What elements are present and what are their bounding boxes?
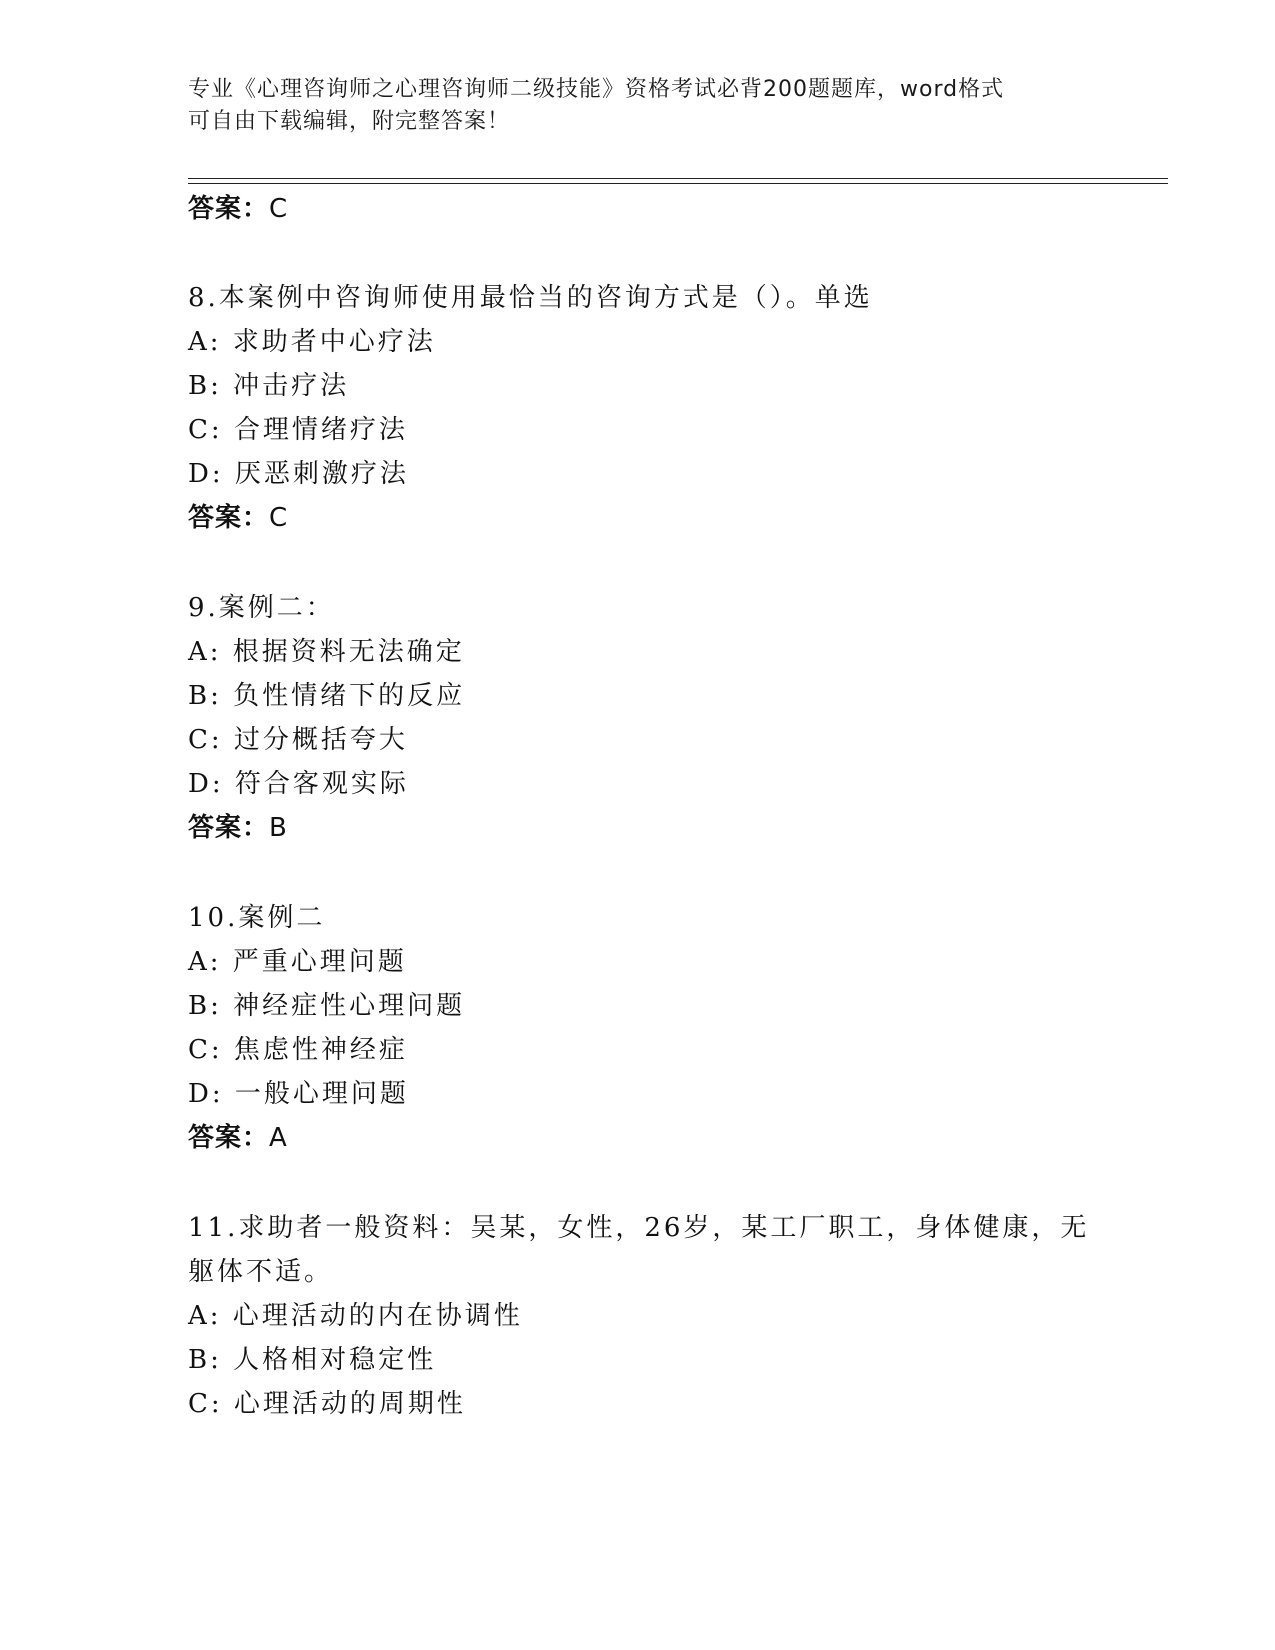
answer-label: 答案： bbox=[188, 194, 270, 224]
header-divider-bottom bbox=[188, 183, 1168, 184]
question-stem: 8.本案例中咨询师使用最恰当的咨询方式是（）。单选 bbox=[188, 283, 873, 313]
option-d: D: 厌恶刺激疗法 bbox=[188, 459, 409, 489]
option-c: C: 焦虑性神经症 bbox=[188, 1035, 408, 1065]
option-d: D: 一般心理问题 bbox=[188, 1079, 409, 1109]
answer-value: C bbox=[269, 503, 289, 533]
question-stem: 10.案例二 bbox=[188, 903, 326, 933]
option-c: C: 过分概括夸大 bbox=[188, 725, 408, 755]
answer-value: C bbox=[269, 194, 289, 224]
answer-line bbox=[188, 812, 288, 844]
answer-label: 答案： bbox=[188, 503, 270, 533]
option-a: A: 根据资料无法确定 bbox=[188, 637, 465, 667]
answer-line bbox=[188, 193, 288, 225]
question-stem: 9.案例二： bbox=[188, 593, 335, 623]
option-d: D: 符合客观实际 bbox=[188, 769, 409, 799]
option-a: A: 求助者中心疗法 bbox=[188, 327, 436, 357]
option-a: A: 严重心理问题 bbox=[188, 947, 407, 977]
question-stem: 11.求助者一般资料：吴某，女性，26岁，某工厂职工，身体健康，无 bbox=[188, 1213, 1090, 1243]
answer-label: 答案： bbox=[188, 813, 270, 843]
answer-label: 答案： bbox=[188, 1123, 270, 1153]
option-c: C: 合理情绪疗法 bbox=[188, 415, 408, 445]
header-line-2: 可自由下载编辑，附完整答案！ bbox=[188, 109, 511, 134]
option-b: B: 冲击疗法 bbox=[188, 371, 350, 401]
option-a: A: 心理活动的内在协调性 bbox=[188, 1301, 523, 1331]
option-b: B: 负性情绪下的反应 bbox=[188, 681, 466, 711]
header-divider-top bbox=[188, 178, 1168, 179]
answer-value: A bbox=[269, 1123, 288, 1153]
question-stem-continued: 躯体不适。 bbox=[188, 1257, 334, 1287]
document-header bbox=[188, 74, 1088, 138]
answer-line bbox=[188, 502, 288, 534]
option-b: B: 神经症性心理问题 bbox=[188, 991, 466, 1021]
answer-line bbox=[188, 1122, 288, 1154]
header-line-1: 专业《心理咨询师之心理咨询师二级技能》资格考试必背200题题库，word格式 bbox=[188, 77, 1005, 102]
option-b: B: 人格相对稳定性 bbox=[188, 1345, 437, 1375]
answer-value: B bbox=[269, 813, 288, 843]
option-c: C: 心理活动的周期性 bbox=[188, 1389, 466, 1419]
